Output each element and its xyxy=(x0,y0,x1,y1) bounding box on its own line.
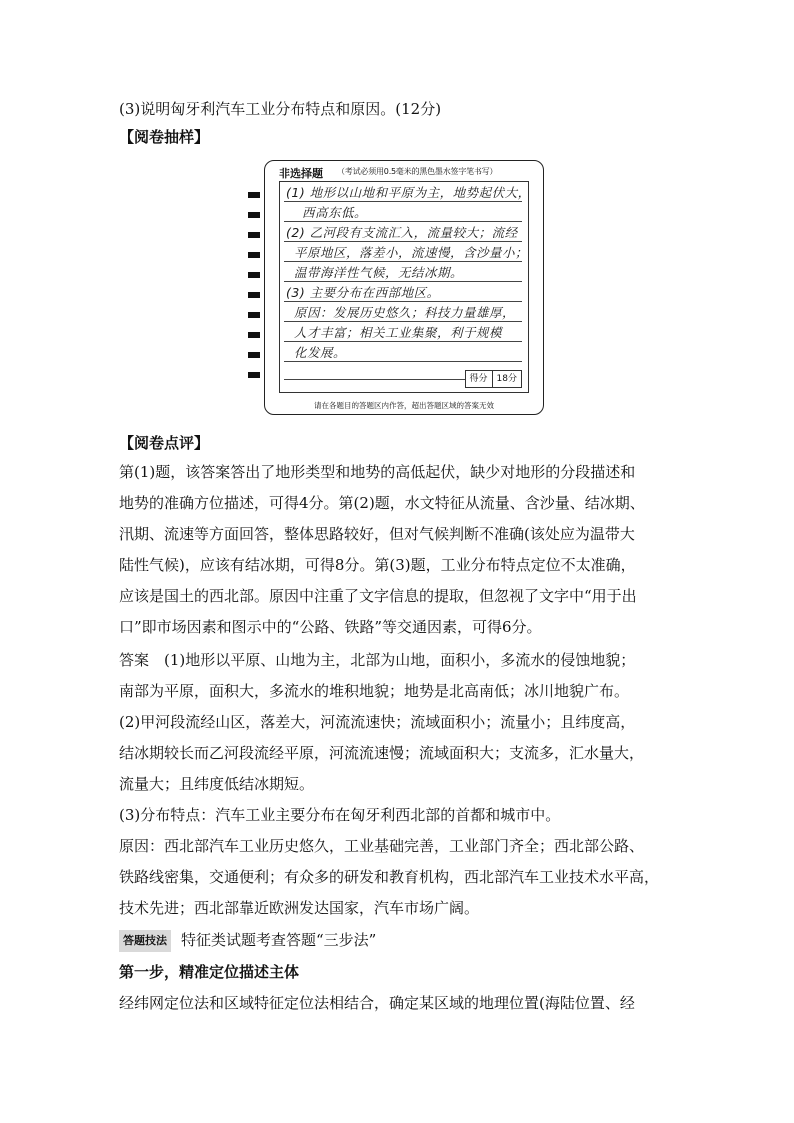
ruled-line xyxy=(284,201,522,202)
registration-mark xyxy=(248,212,260,218)
registration-mark xyxy=(248,352,260,358)
registration-mark xyxy=(248,252,260,258)
answer-line: 答案 (1)地形以平原、山地为主，北部为山地，面积小，多流水的侵蚀地貌； xyxy=(119,651,636,669)
answer-line: 铁路线密集，交通便利；有众多的研发和教育机构，西北部汽车工业技术水平高， xyxy=(119,868,660,886)
ruled-line xyxy=(284,241,522,242)
score-box xyxy=(465,370,522,388)
review-line: 第(1)题，该答案答出了地形类型和地势的高低起伏，缺少对地形的分段描述和 xyxy=(119,463,636,481)
score-underline xyxy=(284,379,466,380)
handwriting-line: (3) 主要分布在西部地区。 xyxy=(286,285,440,300)
registration-mark xyxy=(248,372,260,378)
sheet-note: （考试必须用0.5毫米的黑色墨水签字笔书写） xyxy=(337,167,498,176)
answer-sheet-image xyxy=(264,160,544,415)
ruled-line xyxy=(284,281,522,282)
question-text: (3)说明匈牙利汽车工业分布特点和原因。(12分) xyxy=(119,100,442,118)
handwriting-line: (2) 乙河段有支流汇入，流量较大；流经 xyxy=(286,225,518,240)
review-line: 汛期、流速等方面回答，整体思路较好，但对气候判断不准确(该处应为温带大 xyxy=(119,525,635,543)
step1-text: 经纬网定位法和区域特征定位法相结合，确定某区域的地理位置(海陆位置、经 xyxy=(119,994,635,1012)
answer-line: (3)分布特点：汽车工业主要分布在匈牙利西北部的首都和城市中。 xyxy=(119,806,561,824)
answer-line: (2)甲河段流经山区，落差大，河流流速快；流域面积小；流量小；且纬度高， xyxy=(119,713,636,731)
review-heading: 【阅卷点评】 xyxy=(119,434,210,452)
registration-mark xyxy=(248,332,260,338)
registration-mark xyxy=(248,292,260,298)
ruled-line xyxy=(284,261,522,262)
score-label: 得分 xyxy=(469,374,488,384)
ruled-line xyxy=(284,361,522,362)
sample-heading: 【阅卷抽样】 xyxy=(119,128,210,146)
handwriting-line: 人才丰富；相关工业集聚，利于规模 xyxy=(294,325,503,340)
handwriting-line: (1) 地形以山地和平原为主，地势起伏大， xyxy=(286,185,531,200)
review-line: 陆性气候)，应该有结冰期，可得8分。第(3)题，工业分布特点定位不太准确， xyxy=(119,556,636,574)
review-line: 地势的准确方位描述，可得4分。第(2)题，水文特征从流量、含沙量、结冰期、 xyxy=(119,494,645,512)
technique-row xyxy=(119,930,679,952)
handwriting-line: 原因：发展历史悠久；科技力量雄厚， xyxy=(294,305,516,320)
technique-title: 特征类试题考查答题“三步法” xyxy=(181,931,377,949)
ruled-line xyxy=(284,221,522,222)
ruled-line xyxy=(284,321,522,322)
technique-badge: 答题技法 xyxy=(119,930,171,952)
ruled-line xyxy=(284,341,522,342)
answer-line: 技术先进；西北部靠近欧洲发达国家，汽车市场广阔。 xyxy=(119,899,480,917)
answer-area xyxy=(279,181,529,393)
handwriting-line: 温带海洋性气候，无结冰期。 xyxy=(294,265,464,280)
registration-mark xyxy=(248,232,260,238)
registration-mark xyxy=(248,272,260,278)
handwriting-line: 西高东低。 xyxy=(302,205,368,220)
sheet-footer: 请在各题目的答题区内作答，超出答题区域的答案无效 xyxy=(314,401,494,410)
sheet-title: 非选择题 xyxy=(279,167,323,180)
answer-line: 原因：西北部汽车工业历史悠久，工业基础完善，工业部门齐全；西北部公路、 xyxy=(119,837,645,855)
handwriting-line: 化发展。 xyxy=(294,345,347,360)
review-line: 口”即市场因素和图示中的“公路、铁路”等交通因素，可得6分。 xyxy=(119,618,542,636)
registration-mark xyxy=(248,192,260,198)
handwriting-line: 平原地区，落差小，流速慢，含沙量小； xyxy=(294,245,529,260)
ruled-line xyxy=(284,301,522,302)
step1-heading: 第一步，精准定位描述主体 xyxy=(119,963,300,981)
review-line: 应该是国土的西北部。原因中注重了文字信息的提取，但忽视了文字中“用于出 xyxy=(119,587,637,605)
answer-line: 结冰期较长而乙河段流经平原，河流流速慢；流域面积大；支流多，汇水量大， xyxy=(119,744,645,762)
answer-line: 南部为平原，面积大，多流水的堆积地貌；地势是北高南低；冰川地貌广布。 xyxy=(119,682,630,700)
score-value: 18分 xyxy=(492,371,521,387)
registration-mark xyxy=(248,312,260,318)
answer-line: 流量大；且纬度低结冰期短。 xyxy=(119,775,315,793)
